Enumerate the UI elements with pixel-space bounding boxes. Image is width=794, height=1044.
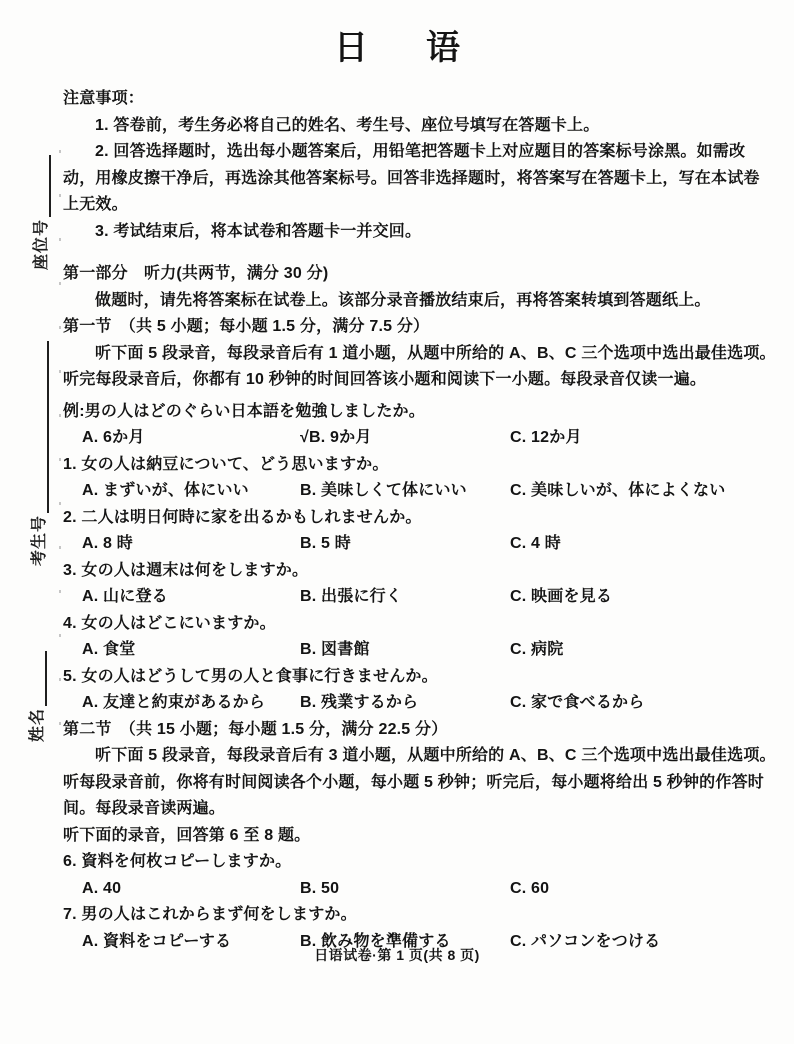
question-5-option-b: B. 残業するから bbox=[300, 694, 419, 711]
question-7-option-b: B. 飲み物を準備する bbox=[300, 932, 451, 950]
seal-candidate-number-blank bbox=[32, 341, 49, 513]
title-char-left: 日 bbox=[334, 29, 368, 67]
question-5-option-a: A. 友達と約束があるから bbox=[82, 694, 266, 711]
seal-seat-number-field bbox=[28, 155, 51, 270]
question-6-option-b: B. 50 bbox=[300, 879, 340, 897]
question-2-text: 2. 二人は明日何時に家を出るかもしれませんか。 bbox=[63, 508, 422, 526]
question-3-options-row bbox=[63, 584, 779, 611]
example-options-row bbox=[63, 425, 779, 452]
seal-fold-dotted-line bbox=[59, 150, 61, 747]
notice-item-1: 1. 答卷前，考生务必将自己的姓名、考生号、座位号填写在答题卡上。 bbox=[95, 116, 600, 134]
notice-item-2-line-1: 2. 回答选择题时，选出每小题答案后，用铅笔把答题卡上对应题目的答案标号涂黑。如需改 bbox=[95, 143, 746, 160]
section2-instruction-line-2: 听每段录音前，你将有时间阅读各个小题，每小题 5 秒钟；听完后，每小题将给出 5 秒钟的作答时 bbox=[63, 773, 764, 791]
question-3-option-c: C. 映画を見る bbox=[510, 588, 613, 605]
seal-candidate-number-label: 考生号 bbox=[31, 514, 48, 566]
question-7-option-a: A. 資料をコピーする bbox=[82, 932, 232, 950]
exam-body bbox=[63, 86, 779, 955]
question-5-options-row bbox=[63, 690, 779, 717]
question-6-option-a: A. 40 bbox=[82, 879, 122, 897]
page-title bbox=[0, 20, 794, 69]
question-7-option-c: C. パソコンをつける bbox=[510, 932, 661, 950]
title-char-right: 语 bbox=[426, 29, 460, 67]
question-3-text: 3. 女の人は週末は何をしますか。 bbox=[63, 561, 309, 579]
section1-instruction-line-2: 听完每段录音后，你都有 10 秒钟的时间回答该小题和阅读下一小题。每段录音仅读一遍。 bbox=[63, 371, 707, 388]
notice-heading: 注意事项： bbox=[63, 90, 145, 107]
section2-instruction-line-1: 听下面 5 段录音，每段录音后有 3 道小题，从题中所给的 A、B、C 三个选项中选出最佳选项。 bbox=[95, 747, 776, 764]
section2-prompt: 听下面的录音，回答第 6 至 8 题。 bbox=[63, 826, 311, 844]
question-3-option-a: A. 山に登る bbox=[82, 588, 168, 605]
example-question: 例:男の人はどのぐらい日本語を勉強しましたか。 bbox=[63, 402, 425, 420]
example-option-a: A. 6か月 bbox=[82, 429, 145, 446]
question-2-option-a: A. 8 時 bbox=[82, 535, 133, 552]
question-1-option-a: A. まずいが、体にいい bbox=[82, 482, 249, 499]
seal-seat-number-blank bbox=[34, 155, 51, 217]
seal-name-label: 姓名 bbox=[29, 707, 46, 742]
question-6-options-row bbox=[63, 876, 779, 903]
seal-candidate-number-field bbox=[26, 341, 49, 566]
question-2-option-c: C. 4 時 bbox=[510, 535, 561, 552]
section1-heading: 第一节 （共 5 小题；每小题 1.5 分，满分 7.5 分） bbox=[63, 318, 430, 335]
seal-seat-number-label: 座位号 bbox=[33, 218, 50, 270]
question-3-option-b: B. 出張に行く bbox=[300, 588, 403, 605]
seal-name-field bbox=[24, 651, 47, 742]
question-7-text: 7. 男の人はこれからまず何をしますか。 bbox=[63, 906, 357, 923]
question-4-option-b: B. 図書館 bbox=[300, 641, 370, 658]
question-1-text: 1. 女の人は納豆について、どう思いますか。 bbox=[63, 455, 389, 473]
question-5-text: 5. 女の人はどうして男の人と食事に行きませんか。 bbox=[63, 667, 438, 685]
seal-name-blank bbox=[30, 651, 47, 706]
example-option-c: C. 12か月 bbox=[510, 429, 582, 446]
example-option-b-checked: √B. 9か月 bbox=[300, 429, 372, 446]
question-6-text: 6. 資料を何枚コピーしますか。 bbox=[63, 853, 292, 870]
part1-heading: 第一部分 听力(共两节，满分 30 分) bbox=[63, 265, 329, 282]
question-5-option-c: C. 家で食べるから bbox=[510, 694, 645, 711]
question-4-option-a: A. 食堂 bbox=[82, 641, 136, 658]
question-2-option-b: B. 5 時 bbox=[300, 535, 351, 552]
notice-item-2-line-3: 上无效。 bbox=[63, 196, 128, 213]
section2-heading: 第二节 （共 15 小题；每小题 1.5 分，满分 22.5 分） bbox=[63, 720, 448, 738]
question-4-text: 4. 女の人はどこにいますか。 bbox=[63, 614, 276, 632]
notice-item-2-line-2: 动，用橡皮擦干净后，再选涂其他答案标号。回答非选择题时，将答案写在答题卡上，写在本试卷 bbox=[63, 169, 760, 187]
part1-note: 做题时，请先将答案标在试卷上。该部分录音播放结束后，再将答案转填到答题纸上。 bbox=[95, 291, 711, 309]
question-1-option-b: B. 美味しくて体にいい bbox=[300, 482, 467, 499]
section2-instruction-line-3: 间。每段录音读两遍。 bbox=[63, 800, 226, 817]
question-6-option-c: C. 60 bbox=[510, 879, 550, 897]
page-footer: 日语试卷·第 1 页(共 8 页) bbox=[314, 947, 480, 963]
question-1-option-c: C. 美味しいが、体によくない bbox=[510, 482, 726, 499]
question-4-options-row bbox=[63, 637, 779, 664]
question-2-options-row bbox=[63, 531, 779, 558]
question-4-option-c: C. 病院 bbox=[510, 641, 564, 658]
notice-item-3: 3. 考试结束后，将本试卷和答题卡一并交回。 bbox=[95, 222, 422, 240]
question-1-options-row bbox=[63, 478, 779, 505]
section1-instruction-line-1: 听下面 5 段录音，每段录音后有 1 道小题，从题中所给的 A、B、C 三个选项中选出最佳选项。 bbox=[95, 344, 776, 362]
